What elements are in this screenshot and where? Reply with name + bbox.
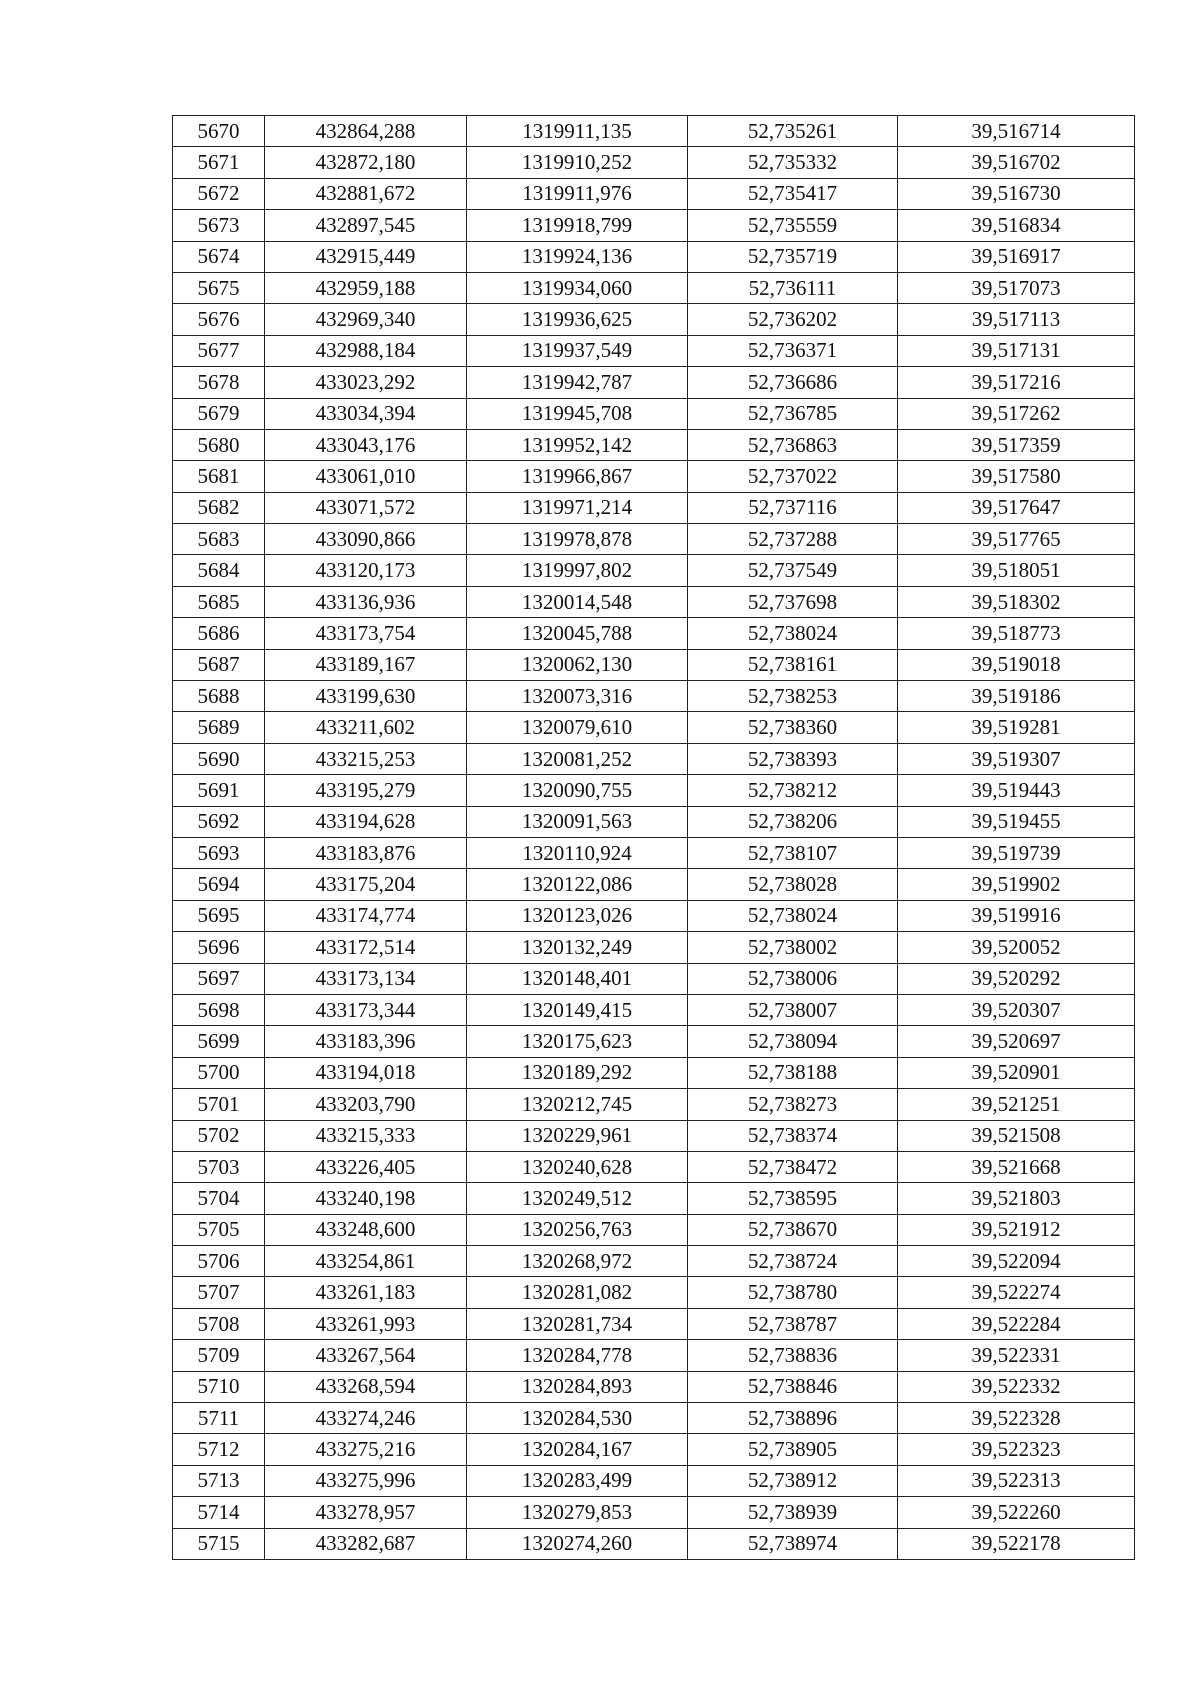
- y-coordinate-cell: 1320175,623: [467, 1026, 688, 1057]
- latitude-cell: 52,738007: [688, 994, 898, 1025]
- longitude-cell: 39,520292: [898, 963, 1135, 994]
- longitude-cell: 39,522313: [898, 1465, 1135, 1496]
- latitude-cell: 52,737698: [688, 586, 898, 617]
- table-row: [173, 272, 1135, 303]
- point-number-cell: 5680: [173, 429, 265, 460]
- point-number-cell: 5685: [173, 586, 265, 617]
- latitude-cell: 52,738006: [688, 963, 898, 994]
- point-number-cell: 5697: [173, 963, 265, 994]
- longitude-cell: 39,522331: [898, 1340, 1135, 1371]
- longitude-cell: 39,518051: [898, 555, 1135, 586]
- table-row: [173, 1151, 1135, 1182]
- latitude-cell: 52,738273: [688, 1089, 898, 1120]
- table-row: [173, 963, 1135, 994]
- table-row: [173, 367, 1135, 398]
- longitude-cell: 39,516917: [898, 241, 1135, 272]
- y-coordinate-cell: 1320073,316: [467, 681, 688, 712]
- latitude-cell: 52,738724: [688, 1246, 898, 1277]
- table-row: [173, 1120, 1135, 1151]
- point-number-cell: 5696: [173, 932, 265, 963]
- x-coordinate-cell: 433215,253: [265, 743, 467, 774]
- point-number-cell: 5708: [173, 1308, 265, 1339]
- y-coordinate-cell: 1319936,625: [467, 304, 688, 335]
- point-number-cell: 5683: [173, 524, 265, 555]
- latitude-cell: 52,738912: [688, 1465, 898, 1496]
- latitude-cell: 52,738206: [688, 806, 898, 837]
- table-row: [173, 304, 1135, 335]
- longitude-cell: 39,517113: [898, 304, 1135, 335]
- table-row: [173, 712, 1135, 743]
- point-number-cell: 5678: [173, 367, 265, 398]
- latitude-cell: 52,738253: [688, 681, 898, 712]
- point-number-cell: 5704: [173, 1183, 265, 1214]
- point-number-cell: 5686: [173, 618, 265, 649]
- table-row: [173, 1465, 1135, 1496]
- point-number-cell: 5700: [173, 1057, 265, 1088]
- y-coordinate-cell: 1319945,708: [467, 398, 688, 429]
- x-coordinate-cell: 433173,344: [265, 994, 467, 1025]
- x-coordinate-cell: 433282,687: [265, 1528, 467, 1559]
- point-number-cell: 5684: [173, 555, 265, 586]
- x-coordinate-cell: 433172,514: [265, 932, 467, 963]
- point-number-cell: 5710: [173, 1371, 265, 1402]
- point-number-cell: 5671: [173, 147, 265, 178]
- point-number-cell: 5672: [173, 178, 265, 209]
- y-coordinate-cell: 1320229,961: [467, 1120, 688, 1151]
- longitude-cell: 39,517765: [898, 524, 1135, 555]
- y-coordinate-cell: 1320284,530: [467, 1403, 688, 1434]
- point-number-cell: 5687: [173, 649, 265, 680]
- longitude-cell: 39,516730: [898, 178, 1135, 209]
- x-coordinate-cell: 433189,167: [265, 649, 467, 680]
- latitude-cell: 52,735719: [688, 241, 898, 272]
- x-coordinate-cell: 433195,279: [265, 775, 467, 806]
- x-coordinate-cell: 432959,188: [265, 272, 467, 303]
- table-row: [173, 1277, 1135, 1308]
- longitude-cell: 39,519455: [898, 806, 1135, 837]
- latitude-cell: 52,738670: [688, 1214, 898, 1245]
- latitude-cell: 52,738107: [688, 837, 898, 868]
- y-coordinate-cell: 1320284,167: [467, 1434, 688, 1465]
- table-row: [173, 1497, 1135, 1528]
- x-coordinate-cell: 432881,672: [265, 178, 467, 209]
- latitude-cell: 52,738374: [688, 1120, 898, 1151]
- point-number-cell: 5709: [173, 1340, 265, 1371]
- latitude-cell: 52,737288: [688, 524, 898, 555]
- point-number-cell: 5681: [173, 461, 265, 492]
- y-coordinate-cell: 1319911,976: [467, 178, 688, 209]
- longitude-cell: 39,522332: [898, 1371, 1135, 1402]
- table-row: [173, 147, 1135, 178]
- y-coordinate-cell: 1320122,086: [467, 869, 688, 900]
- x-coordinate-cell: 432969,340: [265, 304, 467, 335]
- table-row: [173, 806, 1135, 837]
- table-row: [173, 1340, 1135, 1371]
- table-row: [173, 1026, 1135, 1057]
- coordinates-table-body: [173, 116, 1135, 1560]
- y-coordinate-cell: 1320081,252: [467, 743, 688, 774]
- latitude-cell: 52,738393: [688, 743, 898, 774]
- y-coordinate-cell: 1319937,549: [467, 335, 688, 366]
- latitude-cell: 52,738836: [688, 1340, 898, 1371]
- x-coordinate-cell: 432915,449: [265, 241, 467, 272]
- latitude-cell: 52,738002: [688, 932, 898, 963]
- point-number-cell: 5675: [173, 272, 265, 303]
- point-number-cell: 5689: [173, 712, 265, 743]
- longitude-cell: 39,519443: [898, 775, 1135, 806]
- latitude-cell: 52,736785: [688, 398, 898, 429]
- y-coordinate-cell: 1319952,142: [467, 429, 688, 460]
- x-coordinate-cell: 433023,292: [265, 367, 467, 398]
- y-coordinate-cell: 1320284,893: [467, 1371, 688, 1402]
- point-number-cell: 5670: [173, 116, 265, 147]
- table-row: [173, 1183, 1135, 1214]
- longitude-cell: 39,516834: [898, 210, 1135, 241]
- longitude-cell: 39,521508: [898, 1120, 1135, 1151]
- y-coordinate-cell: 1320014,548: [467, 586, 688, 617]
- latitude-cell: 52,736111: [688, 272, 898, 303]
- x-coordinate-cell: 433071,572: [265, 492, 467, 523]
- y-coordinate-cell: 1320090,755: [467, 775, 688, 806]
- table-row: [173, 618, 1135, 649]
- latitude-cell: 52,736371: [688, 335, 898, 366]
- x-coordinate-cell: 433199,630: [265, 681, 467, 712]
- longitude-cell: 39,522274: [898, 1277, 1135, 1308]
- point-number-cell: 5691: [173, 775, 265, 806]
- longitude-cell: 39,517131: [898, 335, 1135, 366]
- x-coordinate-cell: 433275,996: [265, 1465, 467, 1496]
- latitude-cell: 52,738188: [688, 1057, 898, 1088]
- y-coordinate-cell: 1320256,763: [467, 1214, 688, 1245]
- y-coordinate-cell: 1319924,136: [467, 241, 688, 272]
- table-row: [173, 869, 1135, 900]
- y-coordinate-cell: 1320062,130: [467, 649, 688, 680]
- table-row: [173, 1246, 1135, 1277]
- table-row: [173, 1057, 1135, 1088]
- latitude-cell: 52,738028: [688, 869, 898, 900]
- latitude-cell: 52,738472: [688, 1151, 898, 1182]
- latitude-cell: 52,736686: [688, 367, 898, 398]
- x-coordinate-cell: 433275,216: [265, 1434, 467, 1465]
- coordinates-table: [172, 115, 1135, 1560]
- point-number-cell: 5703: [173, 1151, 265, 1182]
- x-coordinate-cell: 433267,564: [265, 1340, 467, 1371]
- latitude-cell: 52,737022: [688, 461, 898, 492]
- table-row: [173, 1089, 1135, 1120]
- y-coordinate-cell: 1319942,787: [467, 367, 688, 398]
- latitude-cell: 52,738161: [688, 649, 898, 680]
- x-coordinate-cell: 433173,134: [265, 963, 467, 994]
- longitude-cell: 39,519018: [898, 649, 1135, 680]
- table-row: [173, 178, 1135, 209]
- x-coordinate-cell: 432872,180: [265, 147, 467, 178]
- point-number-cell: 5712: [173, 1434, 265, 1465]
- latitude-cell: 52,738595: [688, 1183, 898, 1214]
- latitude-cell: 52,738024: [688, 618, 898, 649]
- longitude-cell: 39,517216: [898, 367, 1135, 398]
- y-coordinate-cell: 1320091,563: [467, 806, 688, 837]
- point-number-cell: 5673: [173, 210, 265, 241]
- y-coordinate-cell: 1320283,499: [467, 1465, 688, 1496]
- y-coordinate-cell: 1320284,778: [467, 1340, 688, 1371]
- longitude-cell: 39,522328: [898, 1403, 1135, 1434]
- point-number-cell: 5714: [173, 1497, 265, 1528]
- point-number-cell: 5713: [173, 1465, 265, 1496]
- longitude-cell: 39,521251: [898, 1089, 1135, 1120]
- x-coordinate-cell: 433090,866: [265, 524, 467, 555]
- y-coordinate-cell: 1320268,972: [467, 1246, 688, 1277]
- x-coordinate-cell: 433274,246: [265, 1403, 467, 1434]
- point-number-cell: 5688: [173, 681, 265, 712]
- longitude-cell: 39,521912: [898, 1214, 1135, 1245]
- x-coordinate-cell: 433175,204: [265, 869, 467, 900]
- longitude-cell: 39,522323: [898, 1434, 1135, 1465]
- table-row: [173, 743, 1135, 774]
- longitude-cell: 39,517580: [898, 461, 1135, 492]
- point-number-cell: 5701: [173, 1089, 265, 1120]
- latitude-cell: 52,738939: [688, 1497, 898, 1528]
- x-coordinate-cell: 432864,288: [265, 116, 467, 147]
- y-coordinate-cell: 1320110,924: [467, 837, 688, 868]
- y-coordinate-cell: 1320189,292: [467, 1057, 688, 1088]
- y-coordinate-cell: 1319997,802: [467, 555, 688, 586]
- y-coordinate-cell: 1319971,214: [467, 492, 688, 523]
- x-coordinate-cell: 433194,628: [265, 806, 467, 837]
- longitude-cell: 39,520901: [898, 1057, 1135, 1088]
- latitude-cell: 52,737116: [688, 492, 898, 523]
- longitude-cell: 39,521668: [898, 1151, 1135, 1182]
- y-coordinate-cell: 1320249,512: [467, 1183, 688, 1214]
- point-number-cell: 5705: [173, 1214, 265, 1245]
- table-row: [173, 429, 1135, 460]
- longitude-cell: 39,519281: [898, 712, 1135, 743]
- table-row: [173, 837, 1135, 868]
- table-row: [173, 116, 1135, 147]
- longitude-cell: 39,522284: [898, 1308, 1135, 1339]
- y-coordinate-cell: 1320274,260: [467, 1528, 688, 1559]
- y-coordinate-cell: 1319978,878: [467, 524, 688, 555]
- x-coordinate-cell: 433254,861: [265, 1246, 467, 1277]
- table-row: [173, 1371, 1135, 1402]
- x-coordinate-cell: 432988,184: [265, 335, 467, 366]
- longitude-cell: 39,520052: [898, 932, 1135, 963]
- latitude-cell: 52,738974: [688, 1528, 898, 1559]
- latitude-cell: 52,738787: [688, 1308, 898, 1339]
- longitude-cell: 39,517073: [898, 272, 1135, 303]
- x-coordinate-cell: 433194,018: [265, 1057, 467, 1088]
- point-number-cell: 5679: [173, 398, 265, 429]
- longitude-cell: 39,518773: [898, 618, 1135, 649]
- y-coordinate-cell: 1320149,415: [467, 994, 688, 1025]
- longitude-cell: 39,521803: [898, 1183, 1135, 1214]
- longitude-cell: 39,519916: [898, 900, 1135, 931]
- point-number-cell: 5706: [173, 1246, 265, 1277]
- x-coordinate-cell: 433203,790: [265, 1089, 467, 1120]
- x-coordinate-cell: 433278,957: [265, 1497, 467, 1528]
- longitude-cell: 39,516702: [898, 147, 1135, 178]
- table-row: [173, 932, 1135, 963]
- table-row: [173, 681, 1135, 712]
- x-coordinate-cell: 433174,774: [265, 900, 467, 931]
- longitude-cell: 39,519186: [898, 681, 1135, 712]
- latitude-cell: 52,738360: [688, 712, 898, 743]
- point-number-cell: 5676: [173, 304, 265, 335]
- x-coordinate-cell: 433034,394: [265, 398, 467, 429]
- table-row: [173, 1403, 1135, 1434]
- x-coordinate-cell: 432897,545: [265, 210, 467, 241]
- x-coordinate-cell: 433061,010: [265, 461, 467, 492]
- x-coordinate-cell: 433043,176: [265, 429, 467, 460]
- point-number-cell: 5690: [173, 743, 265, 774]
- x-coordinate-cell: 433226,405: [265, 1151, 467, 1182]
- longitude-cell: 39,517359: [898, 429, 1135, 460]
- longitude-cell: 39,519307: [898, 743, 1135, 774]
- x-coordinate-cell: 433268,594: [265, 1371, 467, 1402]
- latitude-cell: 52,736863: [688, 429, 898, 460]
- point-number-cell: 5674: [173, 241, 265, 272]
- point-number-cell: 5677: [173, 335, 265, 366]
- x-coordinate-cell: 433211,602: [265, 712, 467, 743]
- latitude-cell: 52,738094: [688, 1026, 898, 1057]
- x-coordinate-cell: 433248,600: [265, 1214, 467, 1245]
- point-number-cell: 5698: [173, 994, 265, 1025]
- y-coordinate-cell: 1319918,799: [467, 210, 688, 241]
- point-number-cell: 5707: [173, 1277, 265, 1308]
- table-row: [173, 492, 1135, 523]
- point-number-cell: 5682: [173, 492, 265, 523]
- x-coordinate-cell: 433183,876: [265, 837, 467, 868]
- latitude-cell: 52,738780: [688, 1277, 898, 1308]
- y-coordinate-cell: 1320148,401: [467, 963, 688, 994]
- longitude-cell: 39,518302: [898, 586, 1135, 617]
- longitude-cell: 39,517262: [898, 398, 1135, 429]
- longitude-cell: 39,517647: [898, 492, 1135, 523]
- table-row: [173, 524, 1135, 555]
- point-number-cell: 5702: [173, 1120, 265, 1151]
- y-coordinate-cell: 1320281,082: [467, 1277, 688, 1308]
- y-coordinate-cell: 1320079,610: [467, 712, 688, 743]
- longitude-cell: 39,519739: [898, 837, 1135, 868]
- table-row: [173, 461, 1135, 492]
- latitude-cell: 52,735559: [688, 210, 898, 241]
- y-coordinate-cell: 1320123,026: [467, 900, 688, 931]
- point-number-cell: 5693: [173, 837, 265, 868]
- latitude-cell: 52,738212: [688, 775, 898, 806]
- table-row: [173, 335, 1135, 366]
- latitude-cell: 52,735417: [688, 178, 898, 209]
- longitude-cell: 39,516714: [898, 116, 1135, 147]
- table-row: [173, 649, 1135, 680]
- table-row: [173, 994, 1135, 1025]
- x-coordinate-cell: 433261,183: [265, 1277, 467, 1308]
- latitude-cell: 52,736202: [688, 304, 898, 335]
- latitude-cell: 52,738846: [688, 1371, 898, 1402]
- x-coordinate-cell: 433173,754: [265, 618, 467, 649]
- longitude-cell: 39,522094: [898, 1246, 1135, 1277]
- table-row: [173, 775, 1135, 806]
- y-coordinate-cell: 1320281,734: [467, 1308, 688, 1339]
- point-number-cell: 5694: [173, 869, 265, 900]
- x-coordinate-cell: 433240,198: [265, 1183, 467, 1214]
- table-row: [173, 398, 1135, 429]
- y-coordinate-cell: 1319934,060: [467, 272, 688, 303]
- table-row: [173, 586, 1135, 617]
- y-coordinate-cell: 1320212,745: [467, 1089, 688, 1120]
- x-coordinate-cell: 433120,173: [265, 555, 467, 586]
- y-coordinate-cell: 1320279,853: [467, 1497, 688, 1528]
- y-coordinate-cell: 1319911,135: [467, 116, 688, 147]
- point-number-cell: 5699: [173, 1026, 265, 1057]
- y-coordinate-cell: 1319966,867: [467, 461, 688, 492]
- x-coordinate-cell: 433136,936: [265, 586, 467, 617]
- table-row: [173, 1308, 1135, 1339]
- table-row: [173, 241, 1135, 272]
- table-row: [173, 210, 1135, 241]
- table-row: [173, 1214, 1135, 1245]
- longitude-cell: 39,522178: [898, 1528, 1135, 1559]
- x-coordinate-cell: 433183,396: [265, 1026, 467, 1057]
- y-coordinate-cell: 1319910,252: [467, 147, 688, 178]
- table-row: [173, 555, 1135, 586]
- y-coordinate-cell: 1320045,788: [467, 618, 688, 649]
- y-coordinate-cell: 1320240,628: [467, 1151, 688, 1182]
- latitude-cell: 52,737549: [688, 555, 898, 586]
- latitude-cell: 52,735332: [688, 147, 898, 178]
- point-number-cell: 5692: [173, 806, 265, 837]
- point-number-cell: 5715: [173, 1528, 265, 1559]
- x-coordinate-cell: 433215,333: [265, 1120, 467, 1151]
- longitude-cell: 39,519902: [898, 869, 1135, 900]
- latitude-cell: 52,738896: [688, 1403, 898, 1434]
- table-row: [173, 1434, 1135, 1465]
- table-row: [173, 1528, 1135, 1559]
- longitude-cell: 39,520307: [898, 994, 1135, 1025]
- point-number-cell: 5695: [173, 900, 265, 931]
- latitude-cell: 52,738024: [688, 900, 898, 931]
- x-coordinate-cell: 433261,993: [265, 1308, 467, 1339]
- latitude-cell: 52,735261: [688, 116, 898, 147]
- latitude-cell: 52,738905: [688, 1434, 898, 1465]
- longitude-cell: 39,520697: [898, 1026, 1135, 1057]
- point-number-cell: 5711: [173, 1403, 265, 1434]
- table-row: [173, 900, 1135, 931]
- y-coordinate-cell: 1320132,249: [467, 932, 688, 963]
- longitude-cell: 39,522260: [898, 1497, 1135, 1528]
